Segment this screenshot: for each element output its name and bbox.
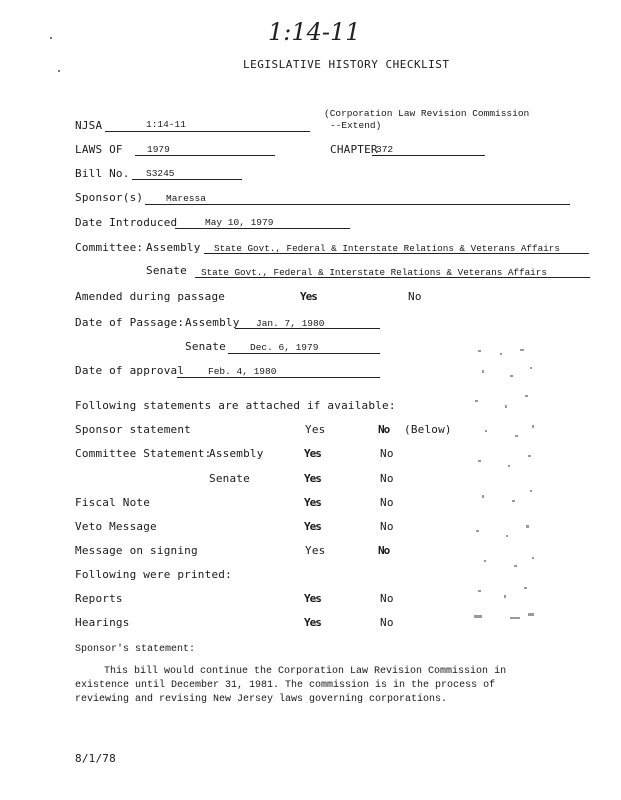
statement-label: Sponsor statement [75,423,191,436]
date-approval-label: Date of approval [75,364,185,377]
date-introduced-label: Date Introduced [75,216,178,229]
njsa-note-line1: (Corporation Law Revision Commission [324,108,530,119]
sponsor-value: Maressa [166,193,206,204]
committee-assembly-label: Assembly [146,241,201,254]
statement-no: No [378,423,390,436]
printed-heading: Following were printed: [75,568,232,581]
chapter-label: CHAPTER [330,143,378,156]
sponsor-statement-label: Sponsor's statement: [75,644,196,655]
statement-label: Veto Message [75,520,157,533]
passage-senate-label: Senate [185,340,226,353]
sponsor-line [145,191,570,205]
njsa-value: 1:14-11 [146,119,186,130]
sponsor-label: Sponsor(s) [75,191,144,204]
statement-label: Message on signing [75,544,198,557]
bill-value: S3245 [146,168,175,179]
stamp-noise-graphic [470,345,550,630]
committee-senate-value: State Govt., Federal & Interstate Relations & Veterans Affairs [201,267,547,278]
statement-no: No [380,472,394,485]
statement-no: No [378,544,390,557]
statements-heading: Following statements are attached if available: [75,399,396,412]
statement-yes: Yes [304,472,321,485]
njsa-line [105,118,310,132]
date-passage-label: Date of Passage: [75,316,185,329]
laws-of-label: LAWS OF [75,143,123,156]
printed-yes: Yes [304,616,321,629]
footer-code: 8/1/78 [75,752,116,765]
statement-yes: Yes [304,447,321,460]
printed-no: No [380,592,394,605]
statement-yes: Yes [305,544,326,557]
statement-no: No [380,447,394,460]
amended-label: Amended during passage [75,290,226,303]
handwritten-number: 1:14-11 [268,18,361,46]
committee-label: Committee: [75,241,144,254]
scan-speck [50,37,52,39]
statement-sub: Senate [209,472,250,485]
amended-no: No [408,290,422,303]
passage-senate-value: Dec. 6, 1979 [250,342,319,353]
chapter-value: 372 [376,144,394,155]
statement-label: Committee Statement: [75,447,212,460]
sponsor-statement-line: This bill would continue the Corporation Law Revision Commission in [104,666,507,677]
njsa-label: NJSA [75,119,103,132]
scan-noise [470,345,550,630]
laws-of-value: 1979 [147,144,170,155]
bill-label: Bill No. [75,167,130,180]
statement-label: Fiscal Note [75,496,151,509]
date-introduced-value: May 10, 1979 [205,217,274,228]
printed-yes: Yes [304,592,321,605]
passage-assembly-value: Jan. 7, 1980 [256,318,325,329]
date-approval-value: Feb. 4, 1980 [208,366,277,377]
printed-label: Hearings [75,616,130,629]
committee-assembly-value: State Govt., Federal & Interstate Relations & Veterans Affairs [214,243,560,254]
printed-no: No [380,616,394,629]
statement-yes: Yes [304,520,321,533]
committee-senate-label: Senate [146,264,187,277]
amended-yes: Yes [300,290,317,303]
statement-no: No [380,496,394,509]
page-title: LEGISLATIVE HISTORY CHECKLIST [243,58,450,71]
passage-assembly-label: Assembly [185,316,240,329]
statement-sub: Assembly [209,447,264,460]
printed-label: Reports [75,592,123,605]
sponsor-statement-line: existence until December 31, 1981. The commission is in the process of [75,680,496,691]
statement-yes: Yes [304,496,321,509]
statement-yes: Yes [305,423,326,436]
statement-note: (Below) [404,423,452,436]
njsa-note-line2: --Extend) [330,120,382,131]
scan-speck [58,70,60,72]
statement-no: No [380,520,394,533]
sponsor-statement-line: reviewing and revising New Jersey laws governing corporations. [75,694,448,705]
